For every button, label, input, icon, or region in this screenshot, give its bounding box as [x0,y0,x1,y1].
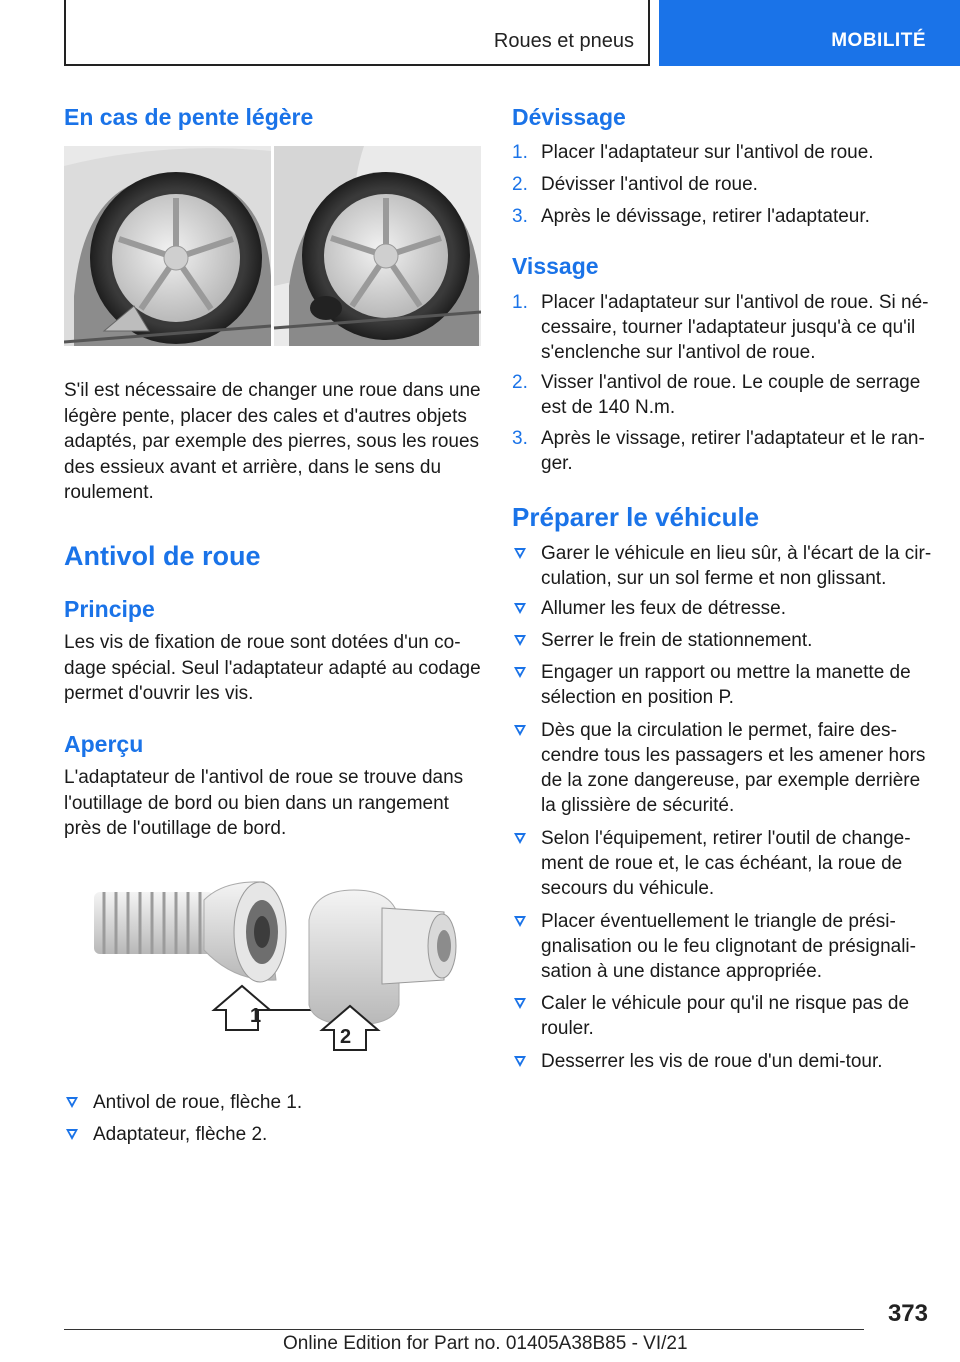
triangle-bullet-icon [514,998,526,1009]
slope-paragraph: S'il est nécessaire de changer une roue dans une légère pente, placer des cales et d'autres objets adaptés, par exemple des pierres, sous les roues des essieux avant et arrière, dans le sens du roulement. [64,380,481,503]
slope-heading: En cas de pente légère [64,104,314,130]
footer-edition: Online Edition for Part no. 01405A38B85 - VI/21 [283,1333,688,1354]
triangle-bullet-icon [514,548,526,559]
header-chapter-tab [659,0,960,66]
triangle-bullet-icon [514,916,526,927]
wheel-on-slope-illustration [64,146,481,346]
apercu-paragraph: L'adaptateur de l'antivol de roue se trouve dans l'outillage de bord ou bien dans un rangement près de l'outillage de bord. [64,767,464,839]
list-item: Desserrer les vis de roue d'un demi-tour. [512,1049,932,1074]
triangle-bullet-icon [514,667,526,678]
triangle-bullet-icon [514,635,526,646]
devissage-heading: Dévissage [512,104,626,130]
triangle-bullet-icon [514,1056,526,1067]
triangle-bullet-icon [66,1097,78,1108]
list-item: Allumer les feux de détresse. [512,596,932,621]
principe-heading: Principe [64,596,155,622]
triangle-bullet-icon [514,725,526,736]
antivol-heading: Antivol de roue [64,541,261,571]
list-item: Antivol de roue, flèche 1. [64,1090,482,1115]
principe-paragraph: Les vis de fixation de roue sont dotées d'un codage spécial. Seul l'adaptateur adapté au codage permet d'ouvrir les vis. [64,632,481,704]
list-item: Caler le véhicule pour qu'il ne risque pas de rouler. [512,991,932,1041]
preparer-heading: Préparer le véhicule [512,502,760,532]
vissage-step: 1. Placer l'adaptateur sur l'antivol de roue. Si nécessaire, tourner l'adaptateur jusqu'à ce qu'il s'enclenche sur l'antivol de roue. [512,292,929,363]
devissage-step: 3. Après le dévissage, retirer l'adaptateur. [512,206,870,227]
vissage-heading: Vissage [512,253,599,279]
list-item: Adaptateur, flèche 2. [64,1122,482,1147]
arrow-2-label: 2 [340,1026,352,1048]
list-item: Placer éventuellement le triangle de présignalisation ou le feu clignotant de présignalisation à une distance appropriée. [512,909,932,984]
vissage-step: 3. Après le vissage, retirer l'adaptateur et le ranger. [512,428,925,474]
list-item: Serrer le frein de stationnement. [512,628,932,653]
list-item: Dès que la circulation le permet, faire descendre tous les passagers et les amener hors de la zone dangereuse, par exemple derrière la glissière de sécurité. [512,718,932,818]
wheel-lock-adapter-illustration [64,860,482,1065]
devissage-step: 2. Dévisser l'antivol de roue. [512,174,758,195]
apercu-heading: Aperçu [64,731,144,757]
header-chapter-label: MOBILITÉ [831,30,926,51]
triangle-bullet-icon [514,833,526,844]
page-number: 373 [887,1300,928,1327]
vissage-step: 2. Visser l'antivol de roue. Le couple de serrage est de 140 N.m. [512,372,921,418]
footer-divider [64,1329,864,1330]
header-section-box [64,0,650,66]
list-item: Engager un rapport ou mettre la manette de sélection en position P. [512,660,932,710]
devissage-step: 1. Placer l'adaptateur sur l'antivol de roue. [512,142,874,163]
triangle-bullet-icon [66,1129,78,1140]
list-item: Selon l'équipement, retirer l'outil de changement de roue et, le cas échéant, la roue de secours du véhicule. [512,826,932,901]
header-section-title: Roues et pneus [493,30,634,52]
arrow-1-label: 1 [250,1005,262,1027]
list-item: Garer le véhicule en lieu sûr, à l'écart de la circulation, sur un sol ferme et non glissant. [512,541,932,591]
triangle-bullet-icon [514,603,526,614]
